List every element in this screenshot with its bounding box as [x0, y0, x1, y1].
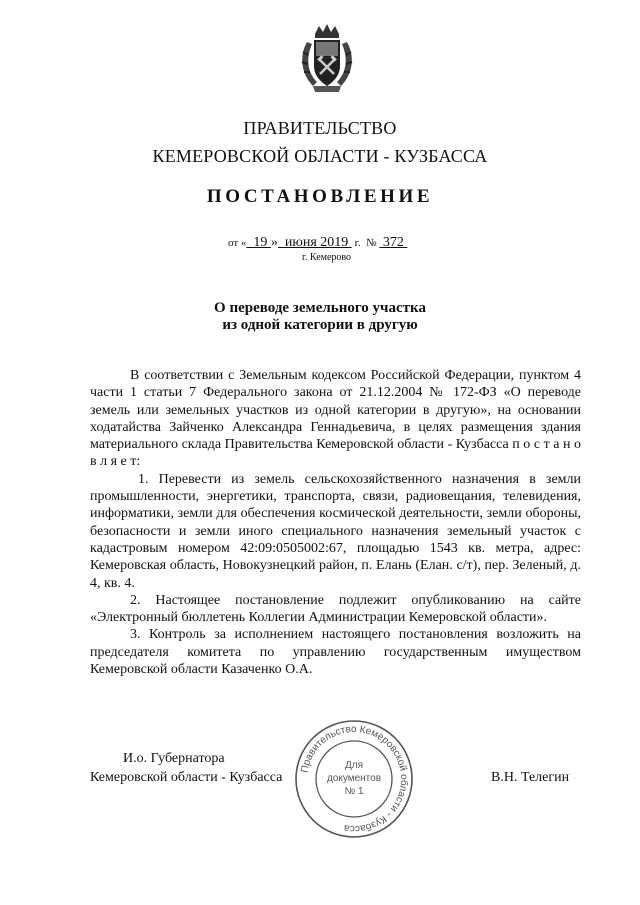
government-heading: ПРАВИТЕЛЬСТВО	[243, 118, 397, 138]
date-prefix: от «	[228, 237, 247, 249]
date-sep: »	[270, 235, 278, 250]
stamp-ring-text: Правительство Кемеровской области - Кузбасса	[299, 723, 410, 835]
official-stamp	[293, 718, 415, 840]
signer-name: В.Н. Телегин	[491, 770, 570, 785]
subject-line-2: из одной категории в другую	[222, 317, 418, 333]
stamp-line-2: документов	[326, 773, 382, 784]
signer-title-line-1: И.о. Губернатора	[123, 751, 225, 766]
document-body	[90, 367, 581, 678]
resolve-word: п о с т а н о в л я е т:	[90, 437, 582, 470]
number-sign: №	[366, 237, 377, 249]
stamp-line-3: № 1	[344, 786, 364, 797]
city-label: г. Кемерово	[301, 252, 352, 263]
stamp-line-1: Для	[344, 760, 364, 771]
date-month-year: июня 2019	[284, 235, 349, 250]
document-number: 372	[382, 235, 404, 250]
region-heading: КЕМЕРОВСКОЙ ОБЛАСТИ - КУЗБАССА	[152, 146, 488, 166]
item-1: 1. Перевести из земель сельскохозяйственного назначения в земли промышленности, энергетики, транспорта, связи, радиовещания, телевидения, информатики, земли для обеспечения космической деятельности, земли обороны, безопасности и земли иного специального назначения земельный участок с кадастровым номером 42:09:0505002:67, площадью 1543 кв. метра, адрес: Кемеровская область, Новокузнецкий район, п. Елань (Елан. с/т), пер. Зеленый, д. 4, кв. 4.	[90, 471, 581, 591]
date-year-suffix: г.	[354, 237, 361, 249]
preamble-paragraph	[90, 367, 581, 471]
preamble-text: В соответствии с Земельным кодексом Российской Федерации, пунктом 4 части 1 статьи 7 Федерального закона от 21.12.2004 № 172-ФЗ «О переводе земель или земельных участков из одной категории в другую», на основании ходатайства Зайченко Александра Геннадьевича, в целях размещения здания материального склада Правительства Кемеровской области - Кузбасса	[90, 368, 581, 453]
date-line	[228, 235, 407, 251]
item-3: 3. Контроль за исполнением настоящего постановления возложить на председателя комитета по управлению государственным имуществом Кемеровской области Казаченко О.А.	[90, 627, 581, 678]
signer-title-line-2: Кемеровской области - Кузбасса	[90, 770, 283, 785]
subject-line-1: О переводе земельного участка	[214, 300, 426, 316]
coat-of-arms-icon	[297, 22, 357, 94]
document-type-heading: ПОСТАНОВЛЕНИЕ	[206, 186, 434, 207]
date-day: 19	[253, 235, 268, 250]
item-2: 2. Настоящее постановление подлежит опубликованию на сайте «Электронный бюллетень Коллегии Администрации Кемеровской области».	[90, 592, 581, 626]
